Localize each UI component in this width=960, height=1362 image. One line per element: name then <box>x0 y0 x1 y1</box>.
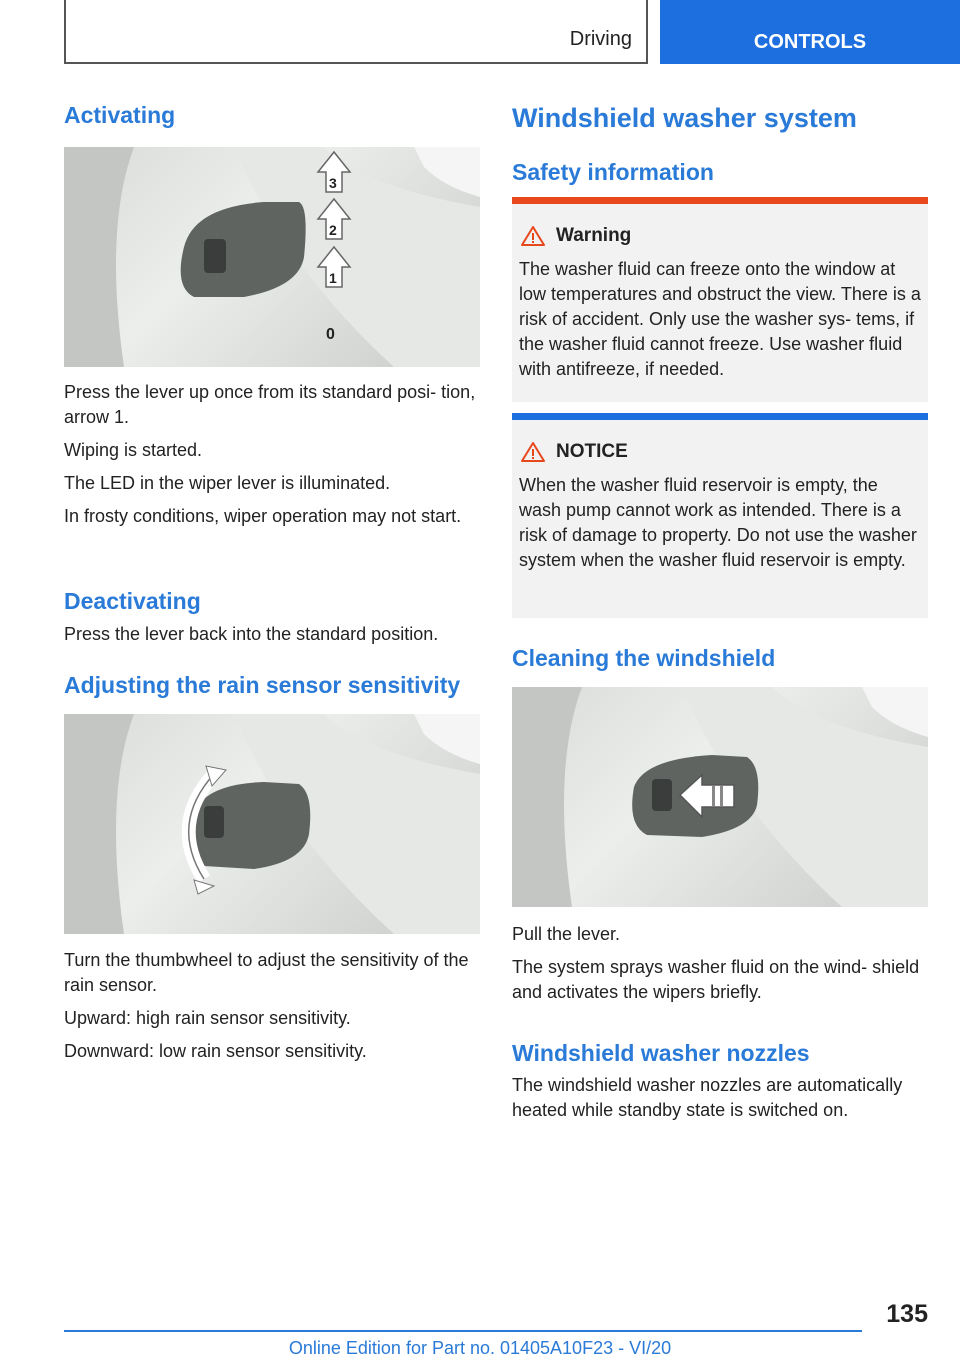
notice-text: When the washer fluid reservoir is empty, the wash pump cannot work as intended. There is a risk of damage to property. Do not use the washer system when the washer fluid reservoir is empty. <box>519 475 917 570</box>
warning-title-row <box>520 225 631 247</box>
deactivating-heading: Deactivating <box>64 588 201 614</box>
nozzles-paragraph: The windshield washer nozzles are automatically heated while standby state is switched on. <box>512 1075 903 1120</box>
warning-triangle-icon <box>520 225 546 247</box>
safety-information-heading: Safety information <box>512 159 714 185</box>
nozzles-heading: Windshield washer nozzles <box>512 1040 810 1066</box>
activating-heading: Activating <box>64 102 176 128</box>
notice-callout <box>512 413 928 618</box>
rain-sensor-heading: Adjusting the rain sensor sensitivity <box>64 672 461 698</box>
rain-paragraph-3: Downward: low rain sensor sensitivity. <box>64 1041 367 1061</box>
washer-system-heading: Windshield washer system <box>512 103 857 133</box>
footer-divider <box>64 1330 862 1332</box>
activating-paragraph-3: The LED in the wiper lever is illuminated. <box>64 473 391 493</box>
wiper-lever-illustration-3 <box>512 687 928 907</box>
notice-title: NOTICE <box>556 441 628 462</box>
cleaning-heading: Cleaning the windshield <box>512 645 776 671</box>
header-tab-controls[interactable] <box>660 0 960 64</box>
rain-paragraph-2: Upward: high rain sensor sensitivity. <box>64 1008 351 1028</box>
warning-text: The washer fluid can freeze onto the window at low temperatures and obstruct the view. There is a risk of accident. Only use the washer sys‐ tems, if the washer fluid cannot freeze. Use washer fluid with antifreeze, if needed. <box>519 259 921 379</box>
figure-wiper-activating <box>64 147 480 367</box>
warning-bar <box>512 197 928 204</box>
cleaning-paragraph-2: The system sprays washer fluid on the wind‐ shield and activates the wipers briefly. <box>512 957 920 1002</box>
warning-callout <box>512 197 928 402</box>
arrow-label-1: 1 <box>329 270 337 286</box>
page-number: 135 <box>886 1300 928 1328</box>
arrow-label-0: 0 <box>326 326 335 343</box>
figure-pull-lever <box>512 687 928 907</box>
header-section-label: Driving <box>569 28 632 50</box>
warning-title: Warning <box>556 225 632 246</box>
figure-thumbwheel <box>64 714 480 934</box>
rain-paragraph-1: Turn the thumbwheel to adjust the sensitivity of the rain sensor. <box>64 950 469 995</box>
deactivating-paragraph: Press the lever back into the standard position. <box>64 624 439 644</box>
arrow-label-3: 3 <box>329 175 337 191</box>
cleaning-paragraph-1: Pull the lever. <box>512 924 621 944</box>
activating-paragraph-4: In frosty conditions, wiper operation may not start. <box>64 506 462 526</box>
footer-edition-link[interactable]: Online Edition for Part no. 01405A10F23 - VI/20 <box>288 1338 672 1358</box>
activating-paragraph-2: Wiping is started. <box>64 440 203 460</box>
arrow-label-2: 2 <box>329 222 337 238</box>
wiper-lever-illustration-2 <box>64 714 480 934</box>
wiper-lever-illustration-1 <box>64 147 480 367</box>
header-box <box>64 0 648 64</box>
notice-triangle-icon <box>520 441 546 463</box>
notice-title-row <box>520 441 628 463</box>
notice-bar <box>512 413 928 420</box>
header-tab-label: CONTROLS <box>753 31 867 53</box>
activating-paragraph-1: Press the lever up once from its standard posi‐ tion, arrow 1. <box>64 382 476 427</box>
